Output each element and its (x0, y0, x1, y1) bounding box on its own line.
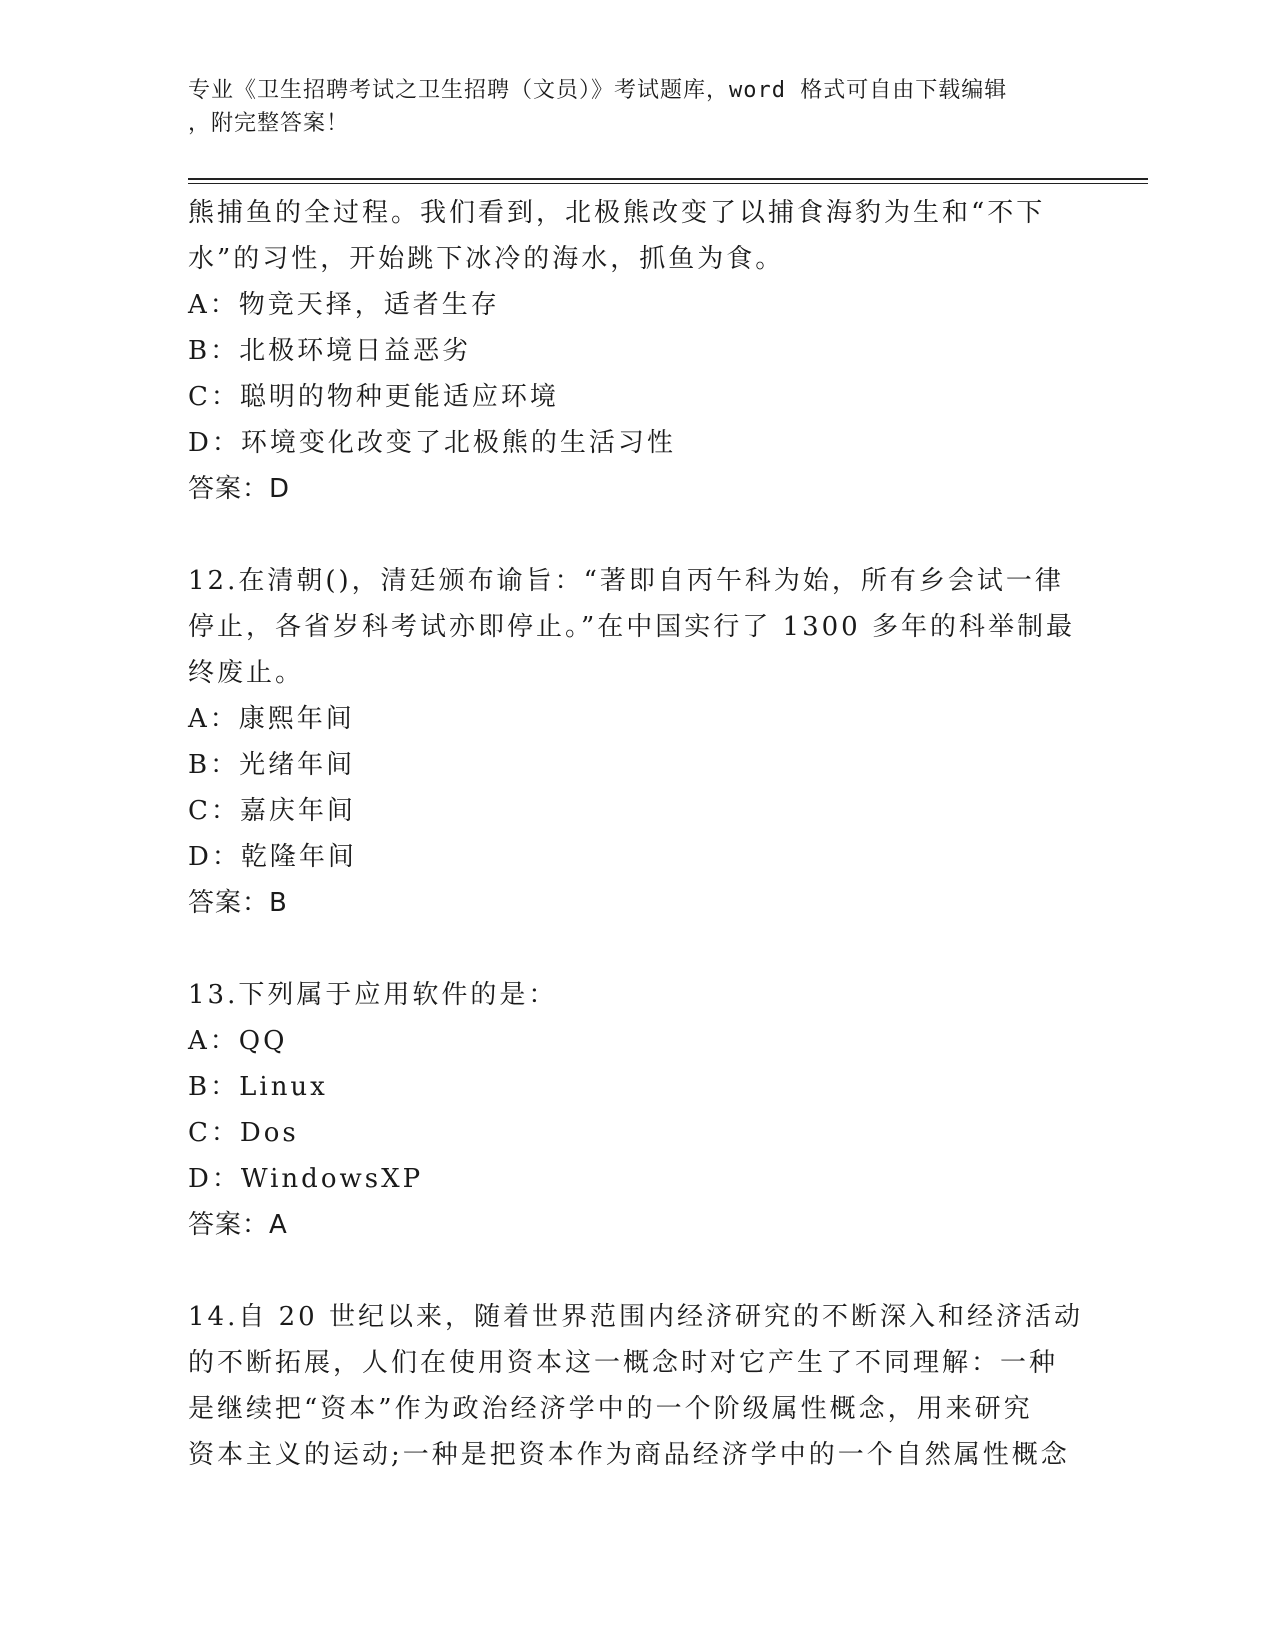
question-12 (188, 558, 1088, 926)
option-b: B：北极环境日益恶劣 (188, 336, 472, 366)
answer: 答案：B (188, 888, 288, 918)
question-text-line: 是继续把“资本”作为政治经济学中的一个阶级属性概念，用来研究 (188, 1394, 1033, 1424)
option-d: D：环境变化改变了北极熊的生活习性 (188, 428, 676, 458)
option-c: C：Dos (188, 1118, 299, 1148)
question-text-line: 14.自 20 世纪以来，随着世界范围内经济研究的不断深入和经济活动 (188, 1302, 1083, 1332)
question-text-line: 停止，各省岁科考试亦即停止。”在中国实行了 1300 多年的科举制最 (188, 612, 1075, 642)
answer: 答案：D (188, 474, 291, 504)
question-13 (188, 972, 1088, 1248)
option-b: B：Linux (188, 1072, 328, 1102)
option-a: A：康熙年间 (188, 704, 355, 734)
option-a: A：QQ (188, 1026, 288, 1056)
question-text-line: 水”的习性，开始跳下冰冷的海水，抓鱼为食。 (188, 244, 785, 274)
question-text-line: 13.下列属于应用软件的是： (188, 980, 558, 1010)
document-body (188, 190, 1088, 1478)
header-title (188, 74, 1068, 140)
option-a: A：物竞天择，适者生存 (188, 290, 500, 320)
question-text-line: 12.在清朝()，清廷颁布谕旨：“著即自丙午科为始，所有乡会试一律 (188, 566, 1064, 596)
header-divider-thin (188, 183, 1148, 184)
option-c: C：聪明的物种更能适应环境 (188, 382, 559, 412)
answer: 答案：A (188, 1210, 288, 1240)
question-text-line: 熊捕鱼的全过程。我们看到，北极熊改变了以捕食海豹为生和“不下 (188, 198, 1046, 228)
question-11 (188, 190, 1088, 512)
option-b: B：光绪年间 (188, 750, 356, 780)
option-d: D：乾隆年间 (188, 842, 357, 872)
question-14 (188, 1294, 1088, 1478)
option-c: C：嘉庆年间 (188, 796, 356, 826)
question-text-line: 资本主义的运动;一种是把资本作为商品经济学中的一个自然属性概念 (188, 1440, 1070, 1470)
header-line-2: ，附完整答案！ (188, 111, 350, 136)
question-text-line: 终废止。 (188, 658, 305, 688)
question-text-line: 的不断拓展，人们在使用资本这一概念时对它产生了不同理解：一种 (188, 1348, 1059, 1378)
header-divider-thick (188, 178, 1148, 180)
header-line-1: 专业《卫生招聘考试之卫生招聘（文员）》考试题库，word 格式可自由下载编辑 (188, 78, 1008, 103)
option-d: D：WindowsXP (188, 1164, 424, 1194)
